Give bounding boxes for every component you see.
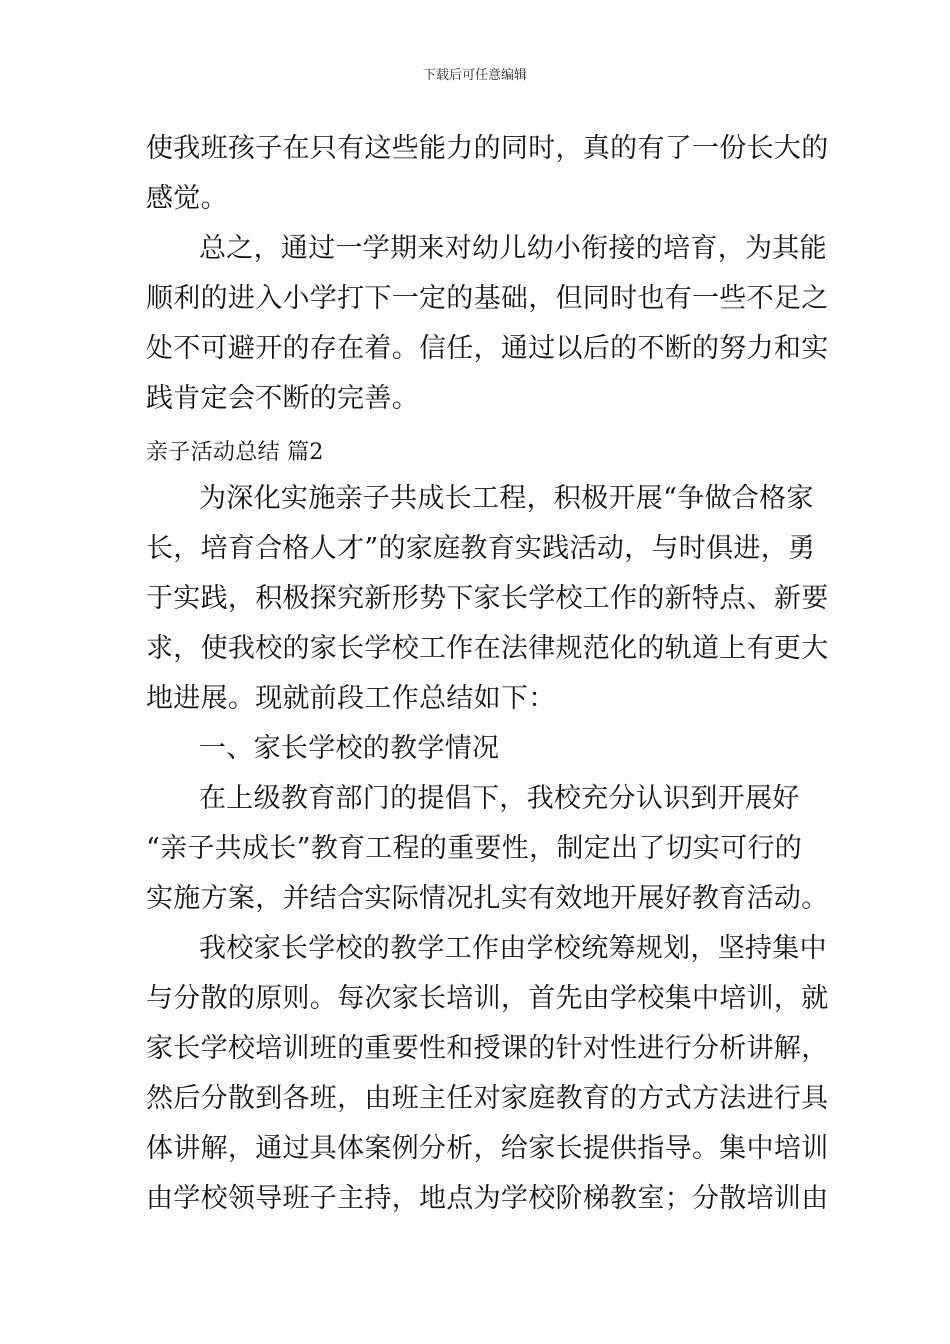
paragraph-line: 顺利的进入小学打下一定的基础，但同时也有一些不足之 [146, 283, 829, 314]
paragraph-line: 体讲解，通过具体案例分析，给家长提供指导。集中培训 [146, 1133, 829, 1164]
paragraph-line: 家长学校培训班的重要性和授课的针对性进行分析讲解， [146, 1033, 829, 1064]
paragraph-line: 地进展。现就前段工作总结如下： [146, 683, 556, 714]
paragraph-line: 在上级教育部门的提倡下，我校充分认识到开展好 [199, 783, 800, 814]
paragraph-line: 实施方案，并结合实际情况扎实有效地开展好教育活动。 [146, 883, 829, 914]
paragraph-line: 感觉。 [146, 183, 228, 214]
paragraph-line: 然后分散到各班，由班主任对家庭教育的方式方法进行具 [146, 1083, 829, 1114]
paragraph-line: 为深化实施亲子共成长工程，积极开展“争做合格家 [199, 483, 814, 514]
paragraph-line: 处不可避开的存在着。信任，通过以后的不断的努力和实 [146, 333, 829, 364]
paragraph-line: 使我班孩子在只有这些能力的同时，真的有了一份长大的 [146, 133, 829, 164]
paragraph-line: “亲子共成长”教育工程的重要性，制定出了切实可行的 [146, 833, 803, 864]
page-header: 下载后可任意编辑 [422, 68, 527, 83]
paragraph-line: 由学校领导班子主持，地点为学校阶梯教室；分散培训由 [146, 1183, 829, 1214]
paragraph-line: 我校家长学校的教学工作由学校统筹规划，坚持集中 [199, 933, 827, 964]
paragraph-line: 长，培育合格人才”的家庭教育实践活动，与时俱进，勇 [146, 533, 816, 564]
section-heading: 亲子活动总结 篇2 [146, 440, 324, 465]
paragraph-line: 求，使我校的家长学校工作在法律规范化的轨道上有更大 [146, 633, 829, 664]
paragraph-line: 总之，通过一学期来对幼儿幼小衔接的培育，为其能 [199, 233, 827, 264]
subsection-heading: 一、家长学校的教学情况 [199, 733, 500, 764]
paragraph-line: 于实践，积极探究新形势下家长学校工作的新特点、新要 [146, 583, 829, 614]
paragraph-line: 与分散的原则。每次家长培训，首先由学校集中培训，就 [146, 983, 829, 1014]
paragraph-line: 践肯定会不断的完善。 [146, 383, 419, 414]
